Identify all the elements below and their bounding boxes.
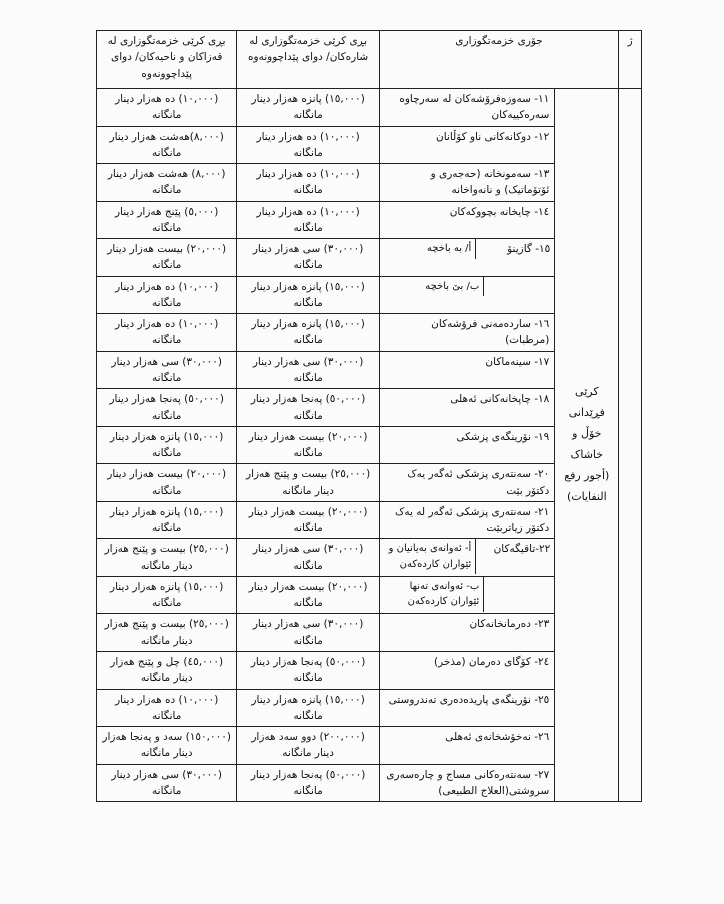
header-town-fee: بڕی کرێی خزمەتگوزاری لە قەزاکان و ناحیەکان/ دوای پێداچوونەوە [97, 31, 237, 89]
service-type-group [379, 576, 554, 614]
town-fee: (٥٠,٠٠٠) پەنجا هەزار دینار مانگانە [97, 389, 237, 427]
city-fee: (١٥,٠٠٠) پانزە هەزار دینار مانگانە [237, 314, 379, 352]
town-fee: (١٥٠,٠٠٠) سەد و پەنجا هەزار دینار مانگانە [97, 727, 237, 765]
town-fee: (٢٠,٠٠٠) بیست هەزار دینار مانگانە [97, 464, 237, 502]
city-fee: (٢٠٠,٠٠٠) دوو سەد هەزار دینار مانگانە [237, 727, 379, 765]
city-fee: (١٠,٠٠٠) دە هەزار دینار مانگانە [237, 164, 379, 202]
town-fee: (١٥,٠٠٠) پانزە هەزار دینار مانگانە [97, 501, 237, 539]
service-type: ١٣- سەمونخانە (حەجەری و ئۆتۆماتیک) و نانەواخانە [379, 164, 554, 202]
service-type: ٢١- سەنتەری پزشکی ئەگەر لە یەک دکتۆر زیاتربێت [379, 501, 554, 539]
service-type-group [379, 539, 554, 577]
city-fee: (١٥,٠٠٠) پانزە هەزار دینار مانگانە [237, 689, 379, 727]
city-fee: (٣٠,٠٠٠) سی هەزار دینار مانگانە [237, 539, 379, 577]
service-type: ١٤- چایخانە بچووکەکان [379, 201, 554, 239]
service-subtype: ب- ئەوانەی تەنها ئێواران کاردەکەن [407, 580, 480, 608]
service-type: ١٧- سینەماکان [379, 351, 554, 389]
town-fee: (١٠,٠٠٠) دە هەزار دینار مانگانە [97, 689, 237, 727]
category-cell: کرێی فڕێدانی خۆڵ و خاشاک (أجور رفع النفايات) [555, 89, 619, 802]
service-type: ٢٣- دەرمانخانەکان [379, 614, 554, 652]
city-fee: (٣٠,٠٠٠) سی هەزار دینار مانگانە [237, 351, 379, 389]
city-fee: (٥٠,٠٠٠) پەنجا هەزار دینار مانگانە [237, 651, 379, 689]
fees-table [96, 30, 642, 802]
city-fee: (٢٠,٠٠٠) بیست هەزار دینار مانگانە [237, 576, 379, 614]
service-type: ٢٠- سەنتەری پزشکی ئەگەر یەک دکتۆر بێت [379, 464, 554, 502]
service-type: ٢٤- کۆگای دەرمان (مذخر) [379, 651, 554, 689]
town-fee: (١٥,٠٠٠) پانزە هەزار دینار مانگانە [97, 426, 237, 464]
town-fee: (١٠,٠٠٠) دە هەزار دینار مانگانە [97, 89, 237, 127]
town-fee: (٤٥,٠٠٠) چل و پێنج هەزار دینار مانگانە [97, 651, 237, 689]
city-fee: (٢٠,٠٠٠) بیست هەزار دینار مانگانە [237, 501, 379, 539]
header-service-type: جۆری خزمەتگوزاری [379, 31, 618, 89]
service-subtype: أ- ئەوانەی بەیانیان و ئێواران کاردەکەن [388, 543, 472, 570]
table-header-row [97, 31, 642, 89]
town-fee: (١٥,٠٠٠) پانزە هەزار دینار مانگانە [97, 576, 237, 614]
service-type-group [379, 276, 554, 314]
group-label: ١٥- گازینۆ [475, 239, 554, 259]
number-cell [619, 89, 642, 802]
town-fee: (٢٠,٠٠٠) بیست هەزار دینار مانگانە [97, 239, 237, 277]
header-city-fee: بڕی کرێی خزمەتگوزاری لە شارەکان/ دوای پێداچوونەوە [237, 31, 379, 89]
city-fee: (١٠,٠٠٠) دە هەزار دینار مانگانە [237, 201, 379, 239]
town-fee: (٨,٠٠٠) هەشت هەزار دینار مانگانە [97, 164, 237, 202]
service-subtype: أ/ بە باخچە [426, 243, 472, 255]
service-type: ٢٥- نۆرینگەی پاریدەدەری تەندروستی [379, 689, 554, 727]
city-fee: (١٠,٠٠٠) دە هەزار دینار مانگانە [237, 126, 379, 164]
service-type: ١٦- ساردەمەنی فرۆشەکان (مرطبات) [379, 314, 554, 352]
city-fee: (٣٠,٠٠٠) سی هەزار دینار مانگانە [237, 239, 379, 277]
city-fee: (١٥,٠٠٠) پانزە هەزار دینار مانگانە [237, 276, 379, 314]
town-fee: (٣٠,٠٠٠) سی هەزار دینار مانگانە [97, 764, 237, 802]
town-fee: (٣٠,٠٠٠) سی هەزار دینار مانگانە [97, 351, 237, 389]
town-fee: (١٠,٠٠٠) دە هەزار دینار مانگانە [97, 276, 237, 314]
service-type: ١١- سەوزەفرۆشەکان لە سەرچاوە سەرەکییەکان [379, 89, 554, 127]
service-type-group [379, 239, 554, 277]
town-fee: (١٠,٠٠٠) دە هەزار دینار مانگانە [97, 314, 237, 352]
group-label: ٢٢-تاقیگەکان [475, 539, 554, 574]
town-fee: (٨,٠٠٠)هەشت هەزار دینار مانگانە [97, 126, 237, 164]
town-fee: (٢٥,٠٠٠) بیست و پێنج هەزار دینار مانگانە [97, 539, 237, 577]
service-type: ١٨- چاپخانەکانی ئەهلی [379, 389, 554, 427]
city-fee: (٥٠,٠٠٠) پەنجا هەزار دینار مانگانە [237, 764, 379, 802]
header-number: ژ [619, 31, 642, 89]
service-type: ١٢- دوکانەکانی ناو کۆڵانان [379, 126, 554, 164]
table-row [97, 89, 642, 127]
town-fee: (٥,٠٠٠) پێنج هەزار دینار مانگانە [97, 201, 237, 239]
service-subtype: ب/ بێ باخچە [425, 280, 480, 292]
group-spacer [483, 277, 554, 297]
service-type: ١٩- نۆرینگەی پزشکی [379, 426, 554, 464]
service-type: ٢٦- نەخۆشخانەی ئەهلی [379, 727, 554, 765]
city-fee: (٢٠,٠٠٠) بیست هەزار دینار مانگانە [237, 426, 379, 464]
town-fee: (٢٥,٠٠٠) بیست و پێنج هەزار دینار مانگانە [97, 614, 237, 652]
group-spacer [483, 577, 554, 612]
city-fee: (٥٠,٠٠٠) پەنجا هەزار دینار مانگانە [237, 389, 379, 427]
service-type: ٢٧- سەنتەرەکانی مساج و چارەسەری سروشتی(العلاج الطبیعی) [379, 764, 554, 802]
city-fee: (٢٥,٠٠٠) بیست و پێنج هەزار دینار مانگانە [237, 464, 379, 502]
city-fee: (١٥,٠٠٠) پانزە هەزار دینار مانگانە [237, 89, 379, 127]
city-fee: (٣٠,٠٠٠) سی هەزار دینار مانگانە [237, 614, 379, 652]
